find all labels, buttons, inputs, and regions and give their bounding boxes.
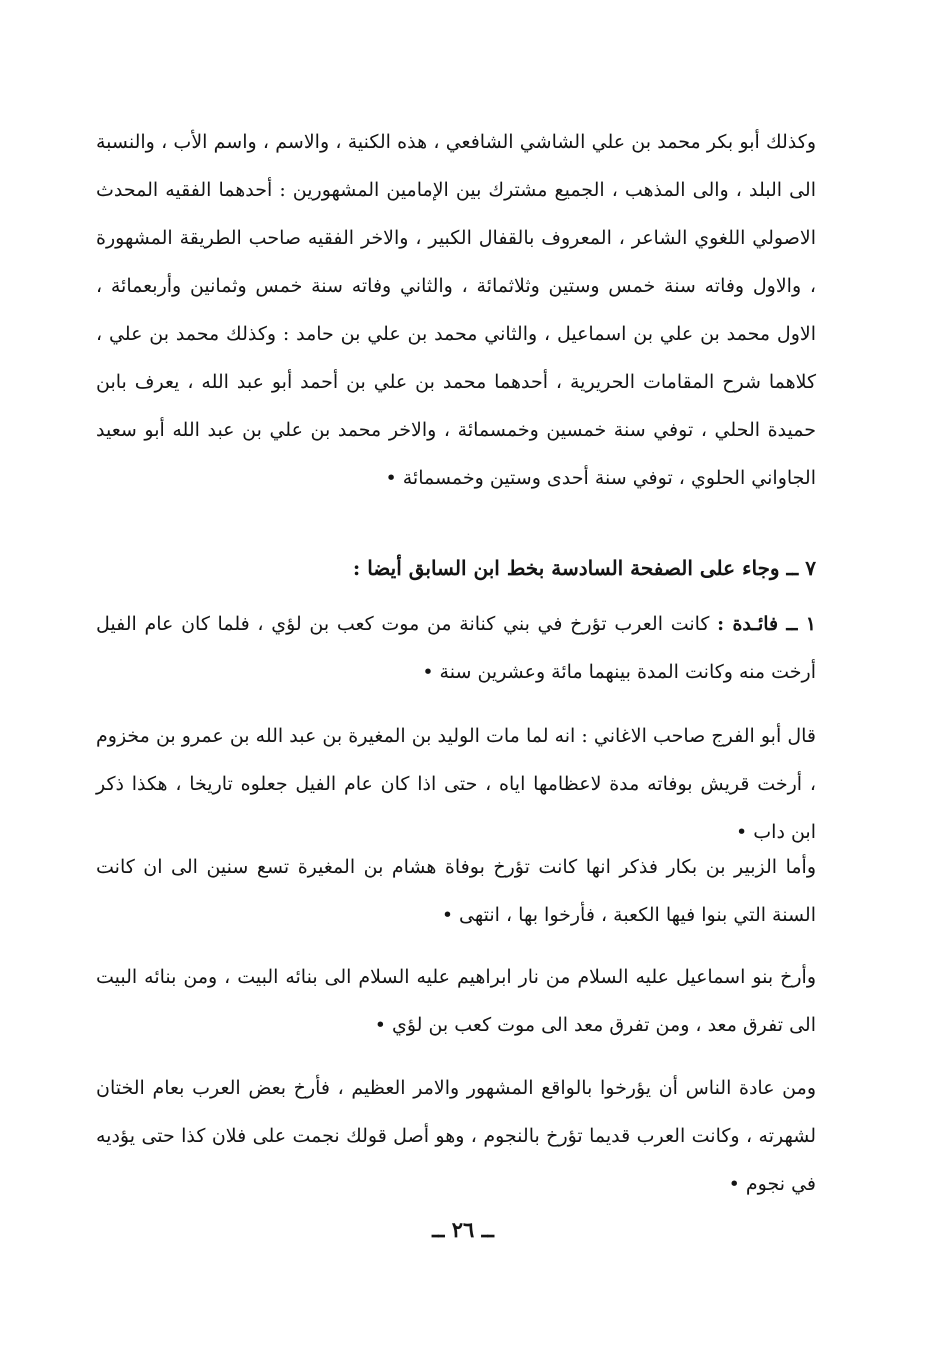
paragraph-shashi-names: وكذلك أبو بكر محمد بن علي الشاشي الشافعي ، هذه الكنية ، والاسم ، واسم الأب ، والنسبة الى البلد ، والى المذهب ، الجميع مشترك بين الإمامين المشهورين : أحدهما الفقيه المحدث الاصولي اللغوي الشاعر ، المعروف بالقفال الكبير ، والاخر الفقيه صاحب الطريقة المشهورة ، والاول وفاته سنة خمس وستين وثلاثمائة ، والثاني وفاته سنة خمس وثمانين وأربعمائة ، الاول محمد بن علي بن اسماعيل ، والثاني محمد بن علي بن حامد : وكذلك محمد بن علي ، كلاهما شرح المقامات الحريرية ، أحدهما محمد بن علي بن أحمد أبو عبد الله ، يعرف بابن حميدة الحلي ، توفي سنة خمسين وخمسمائة ، والاخر محمد بن علي بن عبد الله أبو سعيد الجاواني الحلوي ، توفي سنة أحدى وستين وخمسمائة • (96, 131, 816, 489)
paragraph-ismail: وأرخ بنو اسماعيل عليه السلام من نار ابراهيم عليه السلام الى بنائه البيت ، ومن بنائه البيت الى تفرق معد ، ومن تفرق معد الى موت كعب بن لؤي • (96, 966, 816, 1036)
benefit-label: ١ ــ فائـدة : (717, 613, 816, 635)
paragraph-custom-of-people: ومن عادة الناس أن يؤرخوا بالواقع المشهور والامر العظيم ، فأرخ بعض العرب بعام الختان لشهرته ، وكانت العرب قديما تؤرخ بالنجوم ، وهو أصل قولك نجمت على فلان كذا حتى يؤديه في نجوم • (96, 1077, 816, 1195)
paragraph-benefit (96, 600, 816, 696)
benefit-text: كانت العرب تؤرخ في بني كنانة من موت كعب بن لؤي ، فلما كان عام الفيل أرخت منه وكانت المدة بينهما مائة وعشرين سنة • (96, 613, 816, 683)
page-number: ــ ٢٦ ــ (432, 1217, 494, 1242)
section-heading: ٧ ــ وجاء على الصفحة السادسة بخط ابن السابق أيضا : (352, 556, 816, 580)
paragraph-zubayr: وأما الزبير بن بكار فذكر انها كانت تؤرخ بوفاة هشام بن المغيرة تسع سنين الى ان كانت السنة التي بنوا فيها الكعبة ، فأرخوا بها ، انتهى • (96, 856, 816, 926)
paragraph-abu-al-faraj: قال أبو الفرج صاحب الاغاني : انه لما مات الوليد بن المغيرة بن عبد الله بن عمرو بن مخزوم ، أرخت قريش بوفاته مدة لاعظامها اياه ، حتى اذا كان عام الفيل جعلوه تاريخا ، هكذا ذكر ابن داب • (96, 725, 816, 843)
